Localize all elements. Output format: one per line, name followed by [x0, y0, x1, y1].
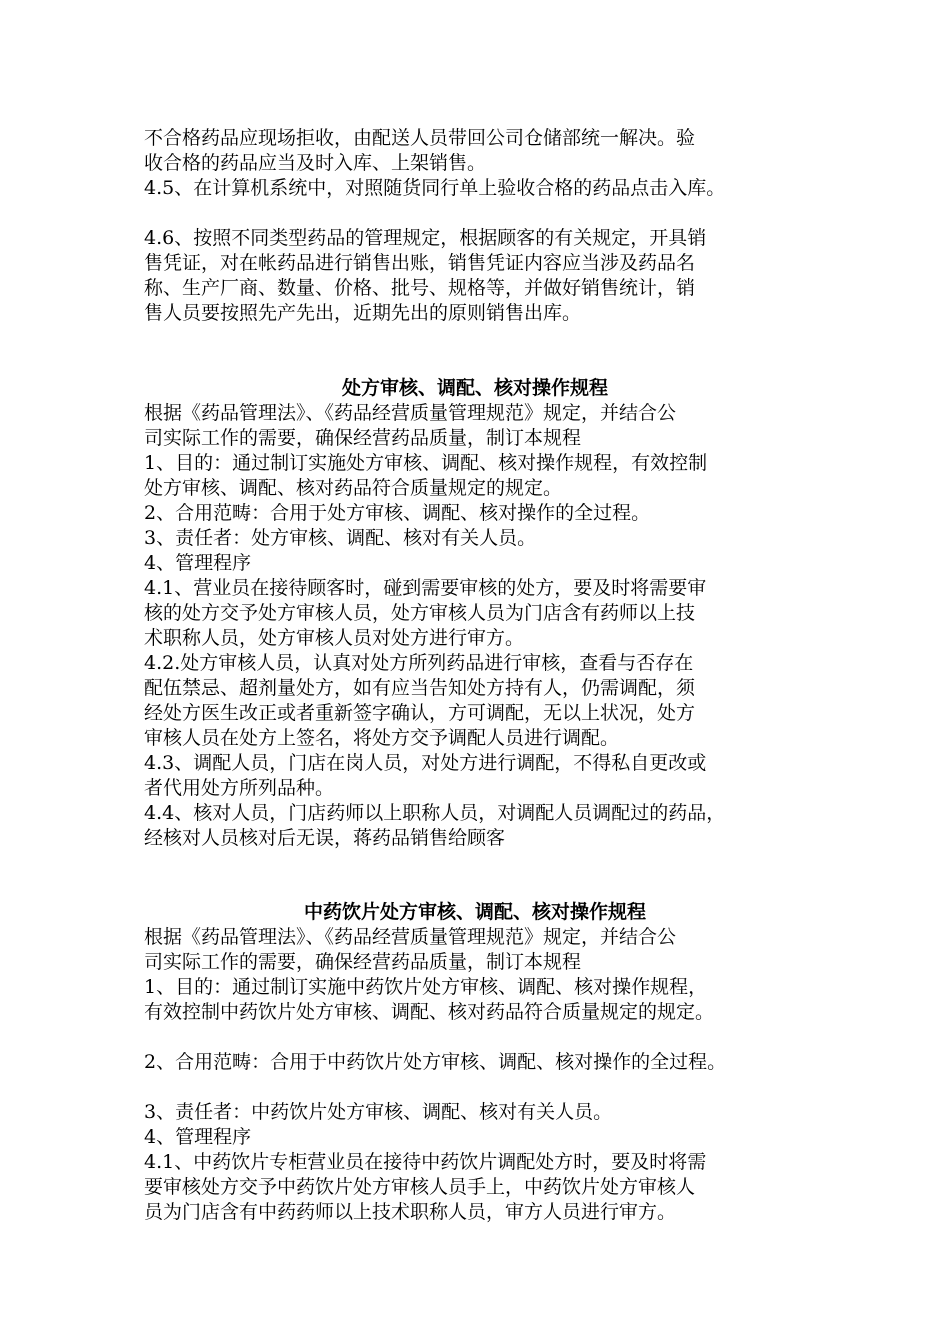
text-line: 1、目的：通过制订实施处方审核、调配、核对操作规程，有效控制 [144, 452, 708, 474]
text-line: 收合格的药品应当及时入库、上架销售。 [144, 152, 487, 174]
text-line: 配伍禁忌、超剂量处方，如有应当告知处方持有人，仍需调配，须 [144, 677, 696, 699]
text-line: 2、合用范畴：合用于中药饮片处方审核、调配、核对操作的全过程。 [144, 1051, 727, 1073]
text-line: 处方审核、调配、核对药品符合质量规定的规定。 [144, 477, 563, 499]
section-title: 处方审核、调配、核对操作规程 [341, 377, 608, 399]
text-line: 有效控制中药饮片处方审核、调配、核对药品符合质量规定的规定。 [144, 1001, 715, 1023]
text-line: 售凭证，对在帐药品进行销售出账，销售凭证内容应当涉及药品名 [144, 252, 696, 274]
section-title: 中药饮片处方审核、调配、核对操作规程 [303, 901, 646, 923]
text-line: 4.1、营业员在接待顾客时，碰到需要审核的处方，要及时将需要审 [144, 577, 707, 599]
text-line: 根据《药品管理法》、《药品经营质量管理规范》规定，并结合公 [144, 926, 677, 948]
text-line: 称、生产厂商、数量、价格、批号、规格等，并做好销售统计，销 [144, 277, 696, 299]
text-line: 4.1、中药饮片专柜营业员在接待中药饮片调配处方时，要及时将需 [144, 1151, 707, 1173]
text-line: 4、管理程序 [144, 1126, 252, 1148]
text-line: 经处方医生改正或者重新签字确认，方可调配，无以上状况，处方 [144, 702, 696, 724]
text-line: 1、目的：通过制订实施中药饮片处方审核、调配、核对操作规程， [144, 976, 708, 998]
text-line: 司实际工作的需要，确保经营药品质量，制订本规程 [144, 427, 582, 449]
text-line: 售人员要按照先产先出，近期先出的原则销售出库。 [144, 302, 582, 324]
text-line: 4.5、在计算机系统中，对照随货同行单上验收合格的药品点击入库。 [144, 177, 726, 199]
text-line: 司实际工作的需要，确保经营药品质量，制订本规程 [144, 951, 582, 973]
text-line: 员为门店含有中药药师以上技术职称人员，审方人员进行审方。 [144, 1201, 677, 1223]
text-line: 3、责任者：中药饮片处方审核、调配、核对有关人员。 [144, 1101, 613, 1123]
text-line: 根据《药品管理法》、《药品经营质量管理规范》规定，并结合公 [144, 402, 677, 424]
text-line: 3、责任者：处方审核、调配、核对有关人员。 [144, 527, 537, 549]
text-line: 4、管理程序 [144, 552, 252, 574]
text-line: 审核人员在处方上签名，将处方交予调配人员进行调配。 [144, 727, 620, 749]
text-line: 核的处方交予处方审核人员，处方审核人员为门店含有药师以上技 [144, 602, 696, 624]
text-line: 要审核处方交予中药饮片处方审核人员手上，中药饮片处方审核人 [144, 1176, 696, 1198]
text-line: 4.4、核对人员，门店药师以上职称人员，对调配人员调配过的药品， [144, 802, 726, 824]
text-line: 2、合用范畴：合用于处方审核、调配、核对操作的全过程。 [144, 502, 651, 524]
text-line: 4.6、按照不同类型药品的管理规定，根据顾客的有关规定，开具销 [144, 227, 707, 249]
text-line: 经核对人员核对后无误，蒋药品销售给顾客 [144, 827, 506, 849]
text-line: 4.2.处方审核人员，认真对处方所列药品进行审核，查看与否存在 [144, 652, 694, 674]
text-line: 4.3、调配人员，门店在岗人员，对处方进行调配，不得私自更改或 [144, 752, 707, 774]
text-line: 不合格药品应现场拒收，由配送人员带回公司仓储部统一解决。验 [144, 127, 696, 149]
text-line: 术职称人员，处方审核人员对处方进行审方。 [144, 627, 525, 649]
text-line: 者代用处方所列品种。 [144, 777, 335, 799]
